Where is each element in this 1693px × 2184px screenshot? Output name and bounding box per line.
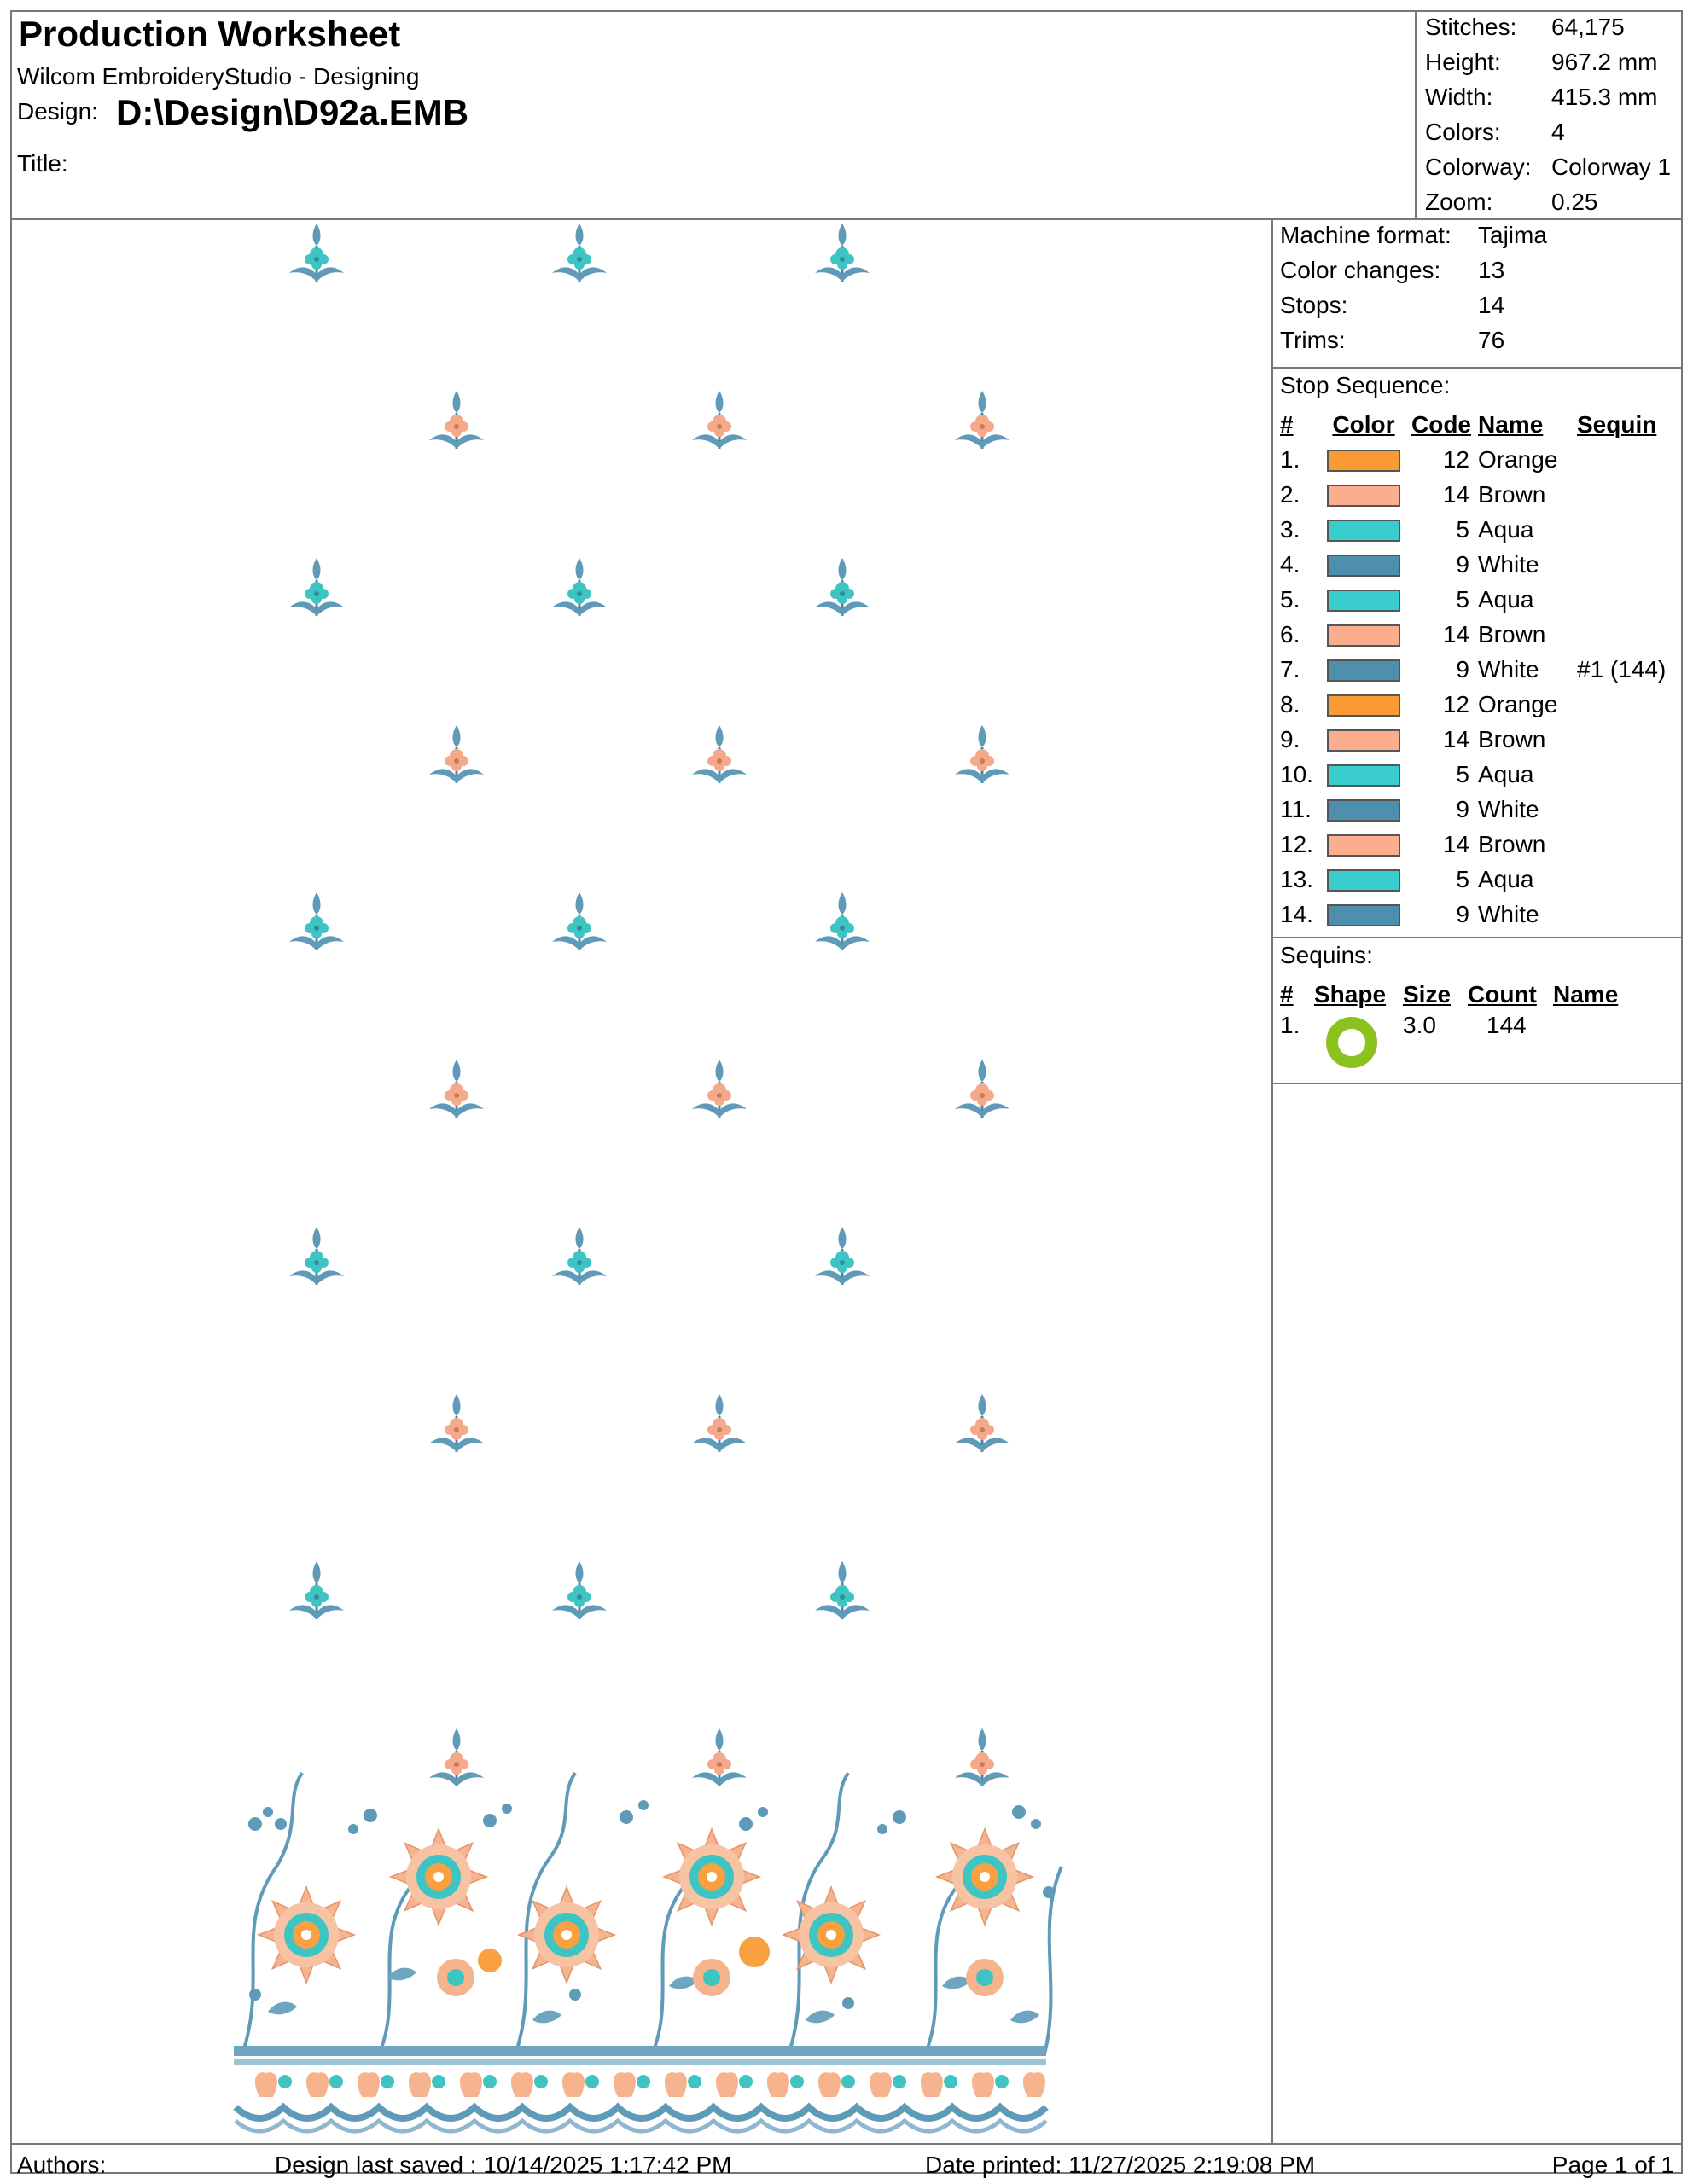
worksheet-header bbox=[10, 10, 1683, 220]
table-row bbox=[1280, 757, 1671, 792]
stop-name: White bbox=[1478, 900, 1539, 927]
stop-number: 10. bbox=[1280, 760, 1313, 787]
stat-label: Zoom: bbox=[1425, 189, 1493, 215]
table-row bbox=[1280, 897, 1671, 932]
table-row bbox=[1280, 512, 1671, 547]
col-header: Sequin bbox=[1577, 411, 1657, 438]
stat-value: 4 bbox=[1551, 119, 1565, 145]
title-label: Title: bbox=[17, 150, 68, 177]
stat-label: Width: bbox=[1425, 84, 1493, 110]
color-swatch bbox=[1327, 555, 1400, 577]
stop-code: 5 bbox=[1456, 515, 1469, 543]
sequin-count: 144 bbox=[1486, 1012, 1527, 1038]
stop-number: 9. bbox=[1280, 725, 1300, 752]
stop-color bbox=[1323, 442, 1405, 477]
design-path: D:\Design\D92a.EMB bbox=[116, 92, 469, 132]
col-header: Name bbox=[1553, 981, 1619, 1008]
stop-name: White bbox=[1478, 655, 1539, 682]
col-header: # bbox=[1280, 411, 1294, 438]
color-swatch bbox=[1327, 624, 1400, 647]
info-panel bbox=[1271, 220, 1681, 2145]
stop-sequin: #1 (144) bbox=[1577, 655, 1667, 682]
color-swatch bbox=[1327, 799, 1400, 822]
sequin-name bbox=[1553, 1012, 1630, 1079]
color-swatch bbox=[1327, 869, 1400, 892]
stop-color bbox=[1323, 862, 1405, 897]
motif-grid bbox=[289, 224, 1009, 1786]
color-swatch bbox=[1327, 485, 1400, 507]
stop-sequence-section bbox=[1273, 369, 1681, 938]
stop-name: Orange bbox=[1478, 445, 1558, 473]
stat-label: Colors: bbox=[1425, 119, 1501, 145]
sequin-size: 3.0 bbox=[1403, 1012, 1436, 1038]
stat-colors bbox=[1425, 119, 1683, 154]
table-row bbox=[1280, 687, 1671, 722]
stop-color bbox=[1323, 547, 1405, 582]
stop-sequin bbox=[1577, 617, 1671, 652]
stop-number: 3. bbox=[1280, 515, 1300, 543]
stat-value: Colorway 1 bbox=[1551, 154, 1672, 180]
table-row bbox=[1280, 1012, 1630, 1079]
stop-number: 14. bbox=[1280, 900, 1313, 927]
col-header: # bbox=[1280, 981, 1294, 1008]
stop-name: White bbox=[1478, 550, 1539, 578]
stop-color bbox=[1323, 512, 1405, 547]
stat-label: Colorway: bbox=[1425, 154, 1532, 180]
stat-value: 967.2 mm bbox=[1551, 49, 1658, 75]
col-header: Count bbox=[1468, 981, 1537, 1008]
stop-code: 14 bbox=[1442, 725, 1469, 752]
color-swatch bbox=[1327, 590, 1400, 612]
stop-number: 7. bbox=[1280, 655, 1300, 682]
stop-name: Aqua bbox=[1478, 585, 1534, 613]
machine-section bbox=[1273, 220, 1681, 369]
stop-color bbox=[1323, 792, 1405, 827]
color-swatch bbox=[1327, 450, 1400, 472]
stat-stitches bbox=[1425, 14, 1683, 49]
software-name: Wilcom EmbroideryStudio - Designing bbox=[17, 63, 420, 90]
design-stats bbox=[1415, 10, 1683, 218]
stop-number: 13. bbox=[1280, 865, 1313, 892]
kv-value: 14 bbox=[1478, 292, 1505, 318]
stop-code: 14 bbox=[1442, 480, 1469, 508]
stop-number: 5. bbox=[1280, 585, 1300, 613]
stop-name: Brown bbox=[1478, 725, 1546, 752]
stop-code: 5 bbox=[1456, 585, 1469, 613]
color-swatch bbox=[1327, 729, 1400, 752]
table-row bbox=[1280, 652, 1671, 687]
table-row bbox=[1280, 792, 1671, 827]
page-number: Page 1 of 1 bbox=[1551, 2152, 1674, 2178]
stop-number: 12. bbox=[1280, 830, 1313, 857]
kv-value: 13 bbox=[1478, 257, 1505, 283]
stop-code: 9 bbox=[1456, 550, 1469, 578]
stop-code: 5 bbox=[1456, 760, 1469, 787]
color-swatch bbox=[1327, 764, 1400, 787]
floral-border bbox=[234, 1773, 1062, 2131]
color-swatch bbox=[1327, 904, 1400, 926]
stop-color bbox=[1323, 722, 1405, 757]
table-row bbox=[1280, 477, 1671, 512]
stop-name: Orange bbox=[1478, 690, 1558, 717]
color-swatch bbox=[1327, 659, 1400, 682]
worksheet-footer bbox=[10, 2143, 1683, 2182]
stop-sequin bbox=[1577, 582, 1671, 617]
stop-code: 5 bbox=[1456, 865, 1469, 892]
stop-sequin bbox=[1577, 442, 1671, 477]
stop-color bbox=[1323, 477, 1405, 512]
authors-label: Authors: bbox=[17, 2152, 107, 2178]
kv-value: Tajima bbox=[1478, 222, 1547, 248]
stop-name: Brown bbox=[1478, 480, 1546, 508]
stop-number: 6. bbox=[1280, 620, 1300, 648]
stop-name: Aqua bbox=[1478, 865, 1534, 892]
stat-value: 415.3 mm bbox=[1551, 84, 1658, 110]
machine-format bbox=[1280, 222, 1681, 257]
stop-sequin bbox=[1577, 862, 1671, 897]
stop-sequin bbox=[1577, 792, 1671, 827]
stop-name: White bbox=[1478, 795, 1539, 822]
col-header: Code bbox=[1411, 411, 1471, 438]
trims bbox=[1280, 327, 1681, 362]
col-header: Name bbox=[1478, 411, 1544, 438]
color-changes bbox=[1280, 257, 1681, 292]
stop-color bbox=[1323, 652, 1405, 687]
date-printed: Date printed: 11/27/2025 2:19:08 PM bbox=[925, 2152, 1316, 2178]
table-row bbox=[1280, 862, 1671, 897]
stop-code: 9 bbox=[1456, 900, 1469, 927]
stop-sequin bbox=[1577, 722, 1671, 757]
stop-sequence-table bbox=[1280, 408, 1671, 932]
stop-sequin bbox=[1577, 687, 1671, 722]
stop-number: 11. bbox=[1280, 795, 1312, 822]
sequins-section bbox=[1273, 938, 1681, 1084]
stop-number: 1. bbox=[1280, 445, 1300, 473]
stop-code: 9 bbox=[1456, 655, 1469, 682]
stat-width bbox=[1425, 84, 1683, 119]
stop-color bbox=[1323, 687, 1405, 722]
table-row bbox=[1280, 722, 1671, 757]
table-row bbox=[1280, 827, 1671, 862]
design-last-saved: Design last saved : 10/14/2025 1:17:42 PM bbox=[275, 2152, 732, 2178]
stop-code: 14 bbox=[1442, 830, 1469, 857]
stop-sequin bbox=[1577, 757, 1671, 792]
stop-number: 2. bbox=[1280, 480, 1300, 508]
table-header bbox=[1280, 978, 1630, 1012]
stop-sequin bbox=[1577, 512, 1671, 547]
stop-name: Aqua bbox=[1478, 515, 1534, 543]
sequins-title: Sequins: bbox=[1280, 942, 1373, 968]
sequins-table bbox=[1280, 978, 1630, 1079]
stops bbox=[1280, 292, 1681, 327]
stop-sequin bbox=[1577, 547, 1671, 582]
kv-label: Machine format: bbox=[1280, 222, 1452, 248]
col-header: Shape bbox=[1314, 981, 1387, 1008]
stat-zoom bbox=[1425, 189, 1683, 224]
color-swatch bbox=[1327, 834, 1400, 857]
sequin-ring-icon bbox=[1324, 1015, 1379, 1070]
table-row bbox=[1280, 617, 1671, 652]
table-row bbox=[1280, 582, 1671, 617]
table-row bbox=[1280, 442, 1671, 477]
stop-color bbox=[1323, 757, 1405, 792]
sequin-shape bbox=[1314, 1012, 1403, 1079]
stop-sequin bbox=[1577, 827, 1671, 862]
stat-label: Stitches: bbox=[1425, 14, 1517, 40]
stop-name: Brown bbox=[1478, 620, 1546, 648]
stop-color bbox=[1323, 582, 1405, 617]
stop-code: 12 bbox=[1442, 445, 1469, 473]
stat-height bbox=[1425, 49, 1683, 84]
col-header: Color bbox=[1332, 411, 1395, 438]
stop-name: Aqua bbox=[1478, 760, 1534, 787]
kv-label: Color changes: bbox=[1280, 257, 1441, 283]
kv-label: Stops: bbox=[1280, 292, 1348, 318]
stop-rows bbox=[1280, 442, 1671, 932]
design-label: Design: bbox=[17, 98, 98, 125]
kv-value: 76 bbox=[1478, 327, 1505, 353]
stop-code: 12 bbox=[1442, 690, 1469, 717]
sequin-number: 1. bbox=[1280, 1012, 1300, 1038]
border-tulip-row bbox=[255, 2072, 1045, 2097]
stat-value: 64,175 bbox=[1551, 14, 1625, 40]
stop-code: 9 bbox=[1456, 795, 1469, 822]
col-header: Size bbox=[1403, 981, 1452, 1008]
kv-label: Trims: bbox=[1280, 327, 1346, 353]
stop-number: 4. bbox=[1280, 550, 1300, 578]
stat-colorway bbox=[1425, 154, 1683, 189]
table-row bbox=[1280, 547, 1671, 582]
stop-sequin bbox=[1577, 897, 1671, 932]
stop-sequin bbox=[1577, 477, 1671, 512]
stop-color bbox=[1323, 897, 1405, 932]
stop-color bbox=[1323, 827, 1405, 862]
stop-sequence-title: Stop Sequence: bbox=[1280, 372, 1451, 398]
embroidery-preview-svg bbox=[12, 220, 1271, 2145]
page-title: Production Worksheet bbox=[19, 14, 401, 54]
color-swatch bbox=[1327, 520, 1400, 542]
stop-name: Brown bbox=[1478, 830, 1546, 857]
design-preview bbox=[12, 220, 1271, 2145]
stop-code: 14 bbox=[1442, 620, 1469, 648]
stop-number: 8. bbox=[1280, 690, 1300, 717]
stat-label: Height: bbox=[1425, 49, 1501, 75]
color-swatch bbox=[1327, 694, 1400, 717]
stop-color bbox=[1323, 617, 1405, 652]
table-header bbox=[1280, 408, 1671, 442]
stat-value: 0.25 bbox=[1551, 189, 1598, 215]
